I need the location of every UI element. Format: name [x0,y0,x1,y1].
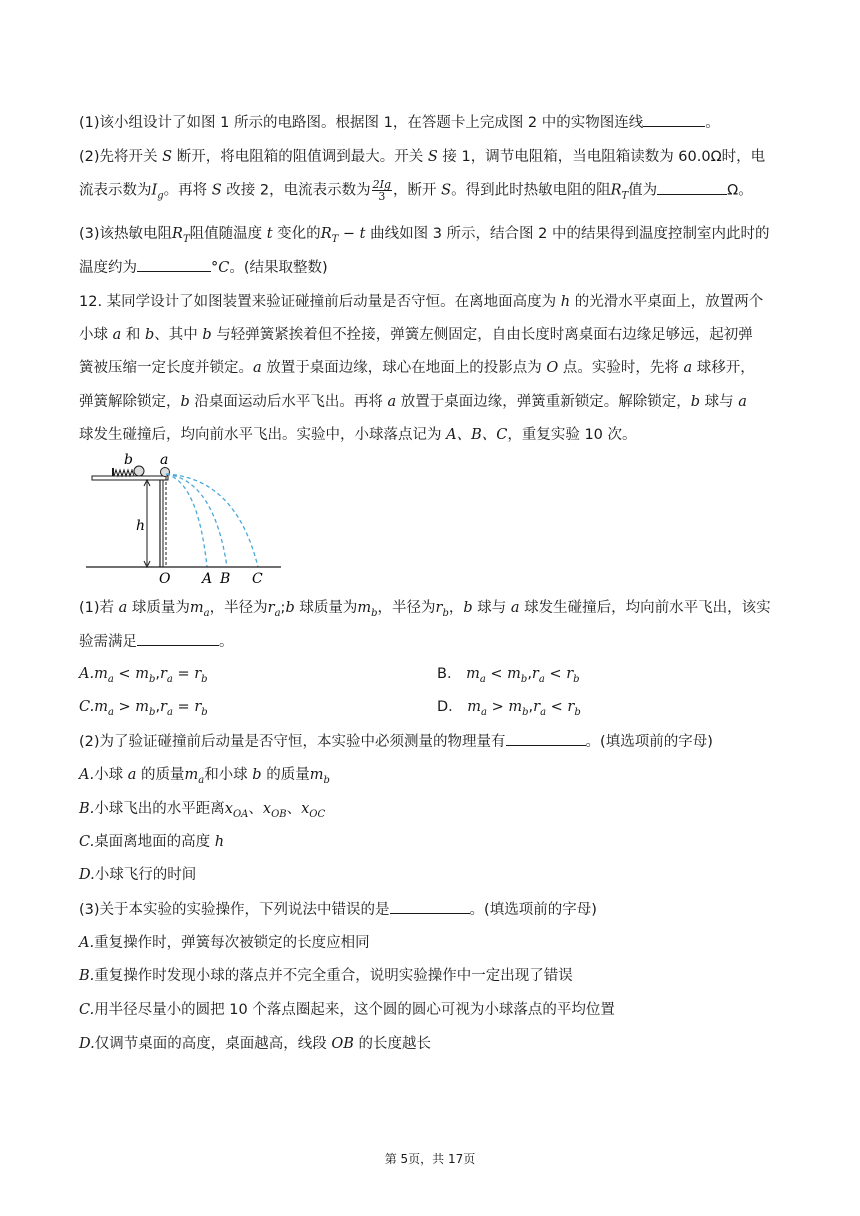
label-a: a [160,452,169,468]
label-O: O [159,571,171,587]
q12-intro-line4: 弹簧解除锁定，b 沿桌面运动后水平飞出。再将 a 放置于桌面边缘，弹簧重新锁定。解除锁定，b 球与 a [79,394,747,410]
q11-part3-line1: (3)该热敏电阻$R_T$阻值随温度 t 变化的$R_T - t$ 曲线如图 3 所示，结合图 2 中的结果得到温度控制室内此时的 [79,226,770,245]
trajectory-B [166,474,227,567]
q12-sub2-option-A: A.小球 a 的质量$m_a$和小球 b 的质量$m_b$ [79,767,330,786]
q12-options-row1 [79,664,580,690]
option-D: D． $m_a > m_b,r_a < r_b$ [437,699,581,718]
spring [114,470,134,476]
q11-part1: (1)该小组设计了如图 1 所示的电路图。根据图 1，在答题卡上完成图 2 中的实物图连线 。 [79,112,720,133]
q12-intro-line5: 球发生碰撞后，均向前水平飞出。实验中，小球落点记为 A、B、C，重复实验 10 次。 [79,427,637,443]
q12-intro-line3: 簧被压缩一定长度并锁定。a 放置于桌面边缘，球心在地面上的投影点为 O 点。实验时，先将 a 球移开， [79,360,755,376]
q12-sub1-line1: (1)若 a 球质量为$m_a$，半径为$r_a;b$ 球质量为$m_b$，半径为$r_b$，b 球与 a 球发生碰撞后，均向前水平飞出，该实 [79,600,771,619]
trajectory-A [166,474,207,567]
q12-sub2-option-B: B.小球飞出的水平距离$x_{OA}$、$x_{OB}$、$x_{OC}$ [79,801,326,820]
q12-sub2-option-D: D.小球飞行的时间 [79,867,197,883]
q12-intro-line2: 小球 a 和 b、其中 b 与轻弹簧紧挨着但不拴接，弹簧左侧固定，自由长度时离桌面右边缘足够远，起初弹 [79,327,753,343]
answer-blank [390,899,470,914]
answer-blank [643,112,705,127]
q11-part2-line1: (2)先将开关 S 断开，将电阻箱的阻值调到最大。开关 S 接 1，调节电阻箱，当电阻箱读数为 60.0Ω时，电 [79,149,766,165]
q12-sub2-option-C: C.桌面离地面的高度 h [79,834,225,850]
page-footer: 第 5页，共 17页 [384,1152,476,1166]
option-A: $A.m_a < m_b,r_a = r_b$ [79,666,208,685]
label-h: h [136,518,146,534]
q12-sub3-option-B: B.重复操作时发现小球的落点并不完全重合，说明实验操作中一定出现了错误 [79,968,573,984]
label-B: B [220,571,231,587]
answer-blank [137,631,219,646]
collision-apparatus-figure [86,452,286,587]
ball-b [134,466,144,476]
label-b: b [124,452,133,468]
q12-sub3-option-D: D.仅调节桌面的高度，桌面越高，线段 OB 的长度越长 [79,1036,431,1052]
answer-blank [657,180,727,195]
q12-sub2-stem: (2)为了验证碰撞前后动量是否守恒，本实验中必须测量的物理量有 。(填选项前的字母) [79,731,713,752]
q12-sub3-option-C: C.用半径尽量小的圆把 10 个落点圈起来，这个圆的圆心可视为小球落点的平均位置 [79,1002,615,1018]
label-C: C [252,571,263,587]
q11-part3-line2: 温度约为 °C。(结果取整数) [79,257,328,278]
answer-blank [137,257,211,272]
q11-part2-line2: 流表示数为$I_g$。再将 S 改接 2，电流表示数为 $\frac{2Ig}{3}$ ，断开 S。得到此时热敏电阻的阻$R_T$值为 Ω。 [79,178,753,203]
answer-blank [506,731,586,746]
q12-sub3-stem: (3)关于本实验的实验操作，下列说法中错误的是 。(填选项前的字母) [79,899,597,920]
trajectory-C [166,474,258,567]
q12-intro-line1: 12. 某同学设计了如图装置来验证碰撞前后动量是否守恒。在离地面高度为 h 的光滑水平桌面上，放置两个 [79,294,764,310]
option-B: B． $m_a < m_b,r_a < r_b$ [437,666,580,685]
spring-wall [112,468,114,476]
option-C: $C.m_a > m_b,r_a = r_b$ [79,699,208,718]
q12-sub1-line2: 验需满足 。 [79,631,234,652]
q12-options-row2 [79,697,581,723]
q12-sub3-option-A: A.重复操作时，弹簧每次被锁定的长度应相同 [79,935,370,951]
label-A: A [202,571,213,587]
fraction-2Ig-3: $\frac{2Ig}{3}$ [372,178,392,203]
